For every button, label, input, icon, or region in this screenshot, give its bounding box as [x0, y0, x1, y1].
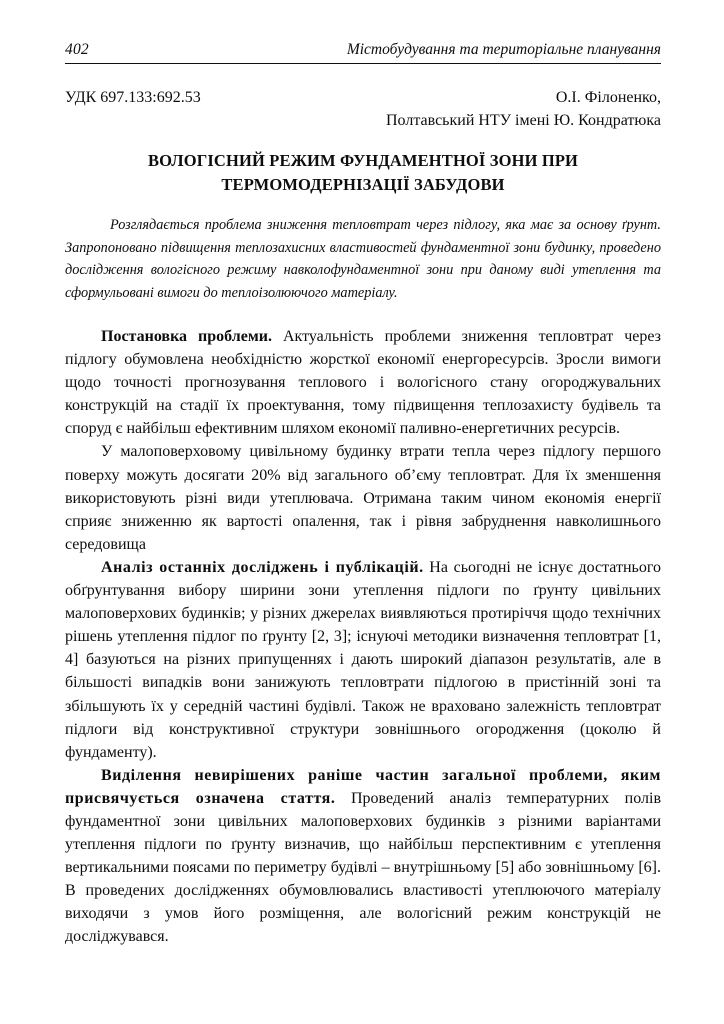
page-number: 402: [65, 41, 89, 58]
paragraph-literature-review: [65, 556, 661, 764]
article-title-line-2: ТЕРМОМОДЕРНІЗАЦІЇ ЗАБУДОВИ: [221, 175, 505, 194]
udc-code: УДК 697.133:692.53: [65, 89, 201, 106]
journal-title: Містобудування та територіальне планування: [346, 41, 661, 58]
author-name: О.І. Філоненко,: [555, 89, 661, 106]
article-title: [85, 149, 641, 197]
udc-author-row: [65, 86, 661, 109]
paragraph-problem-statement: [65, 325, 661, 440]
lead-in-unsolved-parts: Виділення невирішених раніше частин загальної проблеми, яким присвячується означена стаття.: [65, 766, 661, 807]
abstract: Розглядається проблема зниження тепловтрат через підлогу, яка має за основу ґрунт. Запропоновано підвищення теплозахисних властивостей фундаментної зони будинку, проведено дослідження вологісного режиму навколофундаментної зони при даному виді утеплення та сформульовані вимоги до теплоізолюючого матеріалу.: [65, 217, 661, 301]
paragraph-heat-loss: [65, 440, 661, 555]
author-affiliation: Полтавський НТУ імені Ю. Кондратюка: [386, 112, 661, 129]
paragraph-heat-loss-text: У малоповерховому цивільному будинку втрати тепла через підлогу першого поверху можуть досягати 20% від загального об’єму тепловтрат. Для їх зменшення використовують різні види утеплювача. Отримана таким чином економія енергії сприяє зниженню як вартості опалення, так і рівня забруднення навколишнього середовища: [65, 443, 661, 553]
paragraph-literature-review-text: На сьогодні не існує достатнього обґрунтування вибору ширини зони утеплення підлоги по ґрунту цивільних малоповерхових будинків; у різних джерелах виявляються протиріччя щодо технічних рішень утеплення підлог по ґрунту [2, 3]; існуючі методики визначення тепловтрат [1, 4] базуються на різних припущеннях і дають широкий діапазон результатів, але в більшості випадків вони занижують тепловтрати підлогою в пристінній зоні та збільшують їх у середній частині будівлі. Також не враховано залежність тепловтрат підлоги від конструктивної структури зовнішнього огородження (цоколю й фундаменту).: [65, 558, 662, 761]
article-title-line-1: ВОЛОГІСНИЙ РЕЖИМ ФУНДАМЕНТНОЇ ЗОНИ ПРИ: [147, 151, 579, 170]
paragraph-problem-statement-text: Актуальність проблеми зниження тепловтрат через підлогу обумовлена необхідністю жорсткої економії енергоресурсів. Зросли вимоги щодо точності прогнозування теплового і вологісного стану огороджувальних конструкцій на стадії їх проектування, тому підвищення теплозахисту будівель та споруд є найбільш ефективним шляхом економії паливно-енергетичних ресурсів.: [65, 328, 661, 438]
running-head: [65, 40, 661, 64]
paragraph-unsolved-parts: [65, 764, 661, 949]
byline-block: [65, 86, 661, 132]
paragraph-unsolved-parts-text: Проведений аналіз температурних полів фундаментної зони цивільних малоповерхових будинків з різними варіантами утеплення підлоги по ґрунту визначив, що найбільш перспективним є утеплення вертикальними поясами по периметру будівлі – внутрішньому [5] або зовнішньому [6]. В проведених дослідженнях обумовлювались властивості утеплюючого матеріалу виходячи з умов його розміщення, але вологісний режим конструкцій не досліджувався.: [65, 789, 662, 946]
body-text: [65, 325, 661, 949]
lead-in-literature-review: Аналіз останніх досліджень і публікацій.: [101, 558, 424, 576]
lead-in-problem-statement: Постановка проблеми.: [101, 328, 272, 345]
